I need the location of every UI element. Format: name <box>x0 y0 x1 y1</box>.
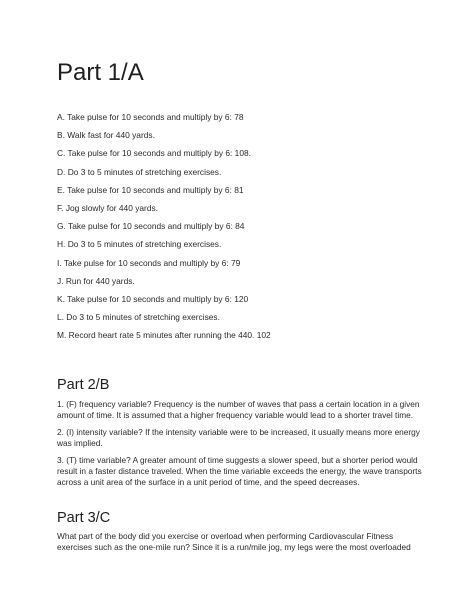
step-a: A. Take pulse for 10 seconds and multiply by 6: 78 <box>57 112 244 122</box>
part-2-heading: Part 2/B <box>57 377 110 393</box>
step-f: F. Jog slowly for 440 yards. <box>57 203 159 214</box>
part-1-step-list <box>57 108 457 345</box>
part-2-intensity-paragraph: 2. (I) intensity variable? If the intensity variable were to be increased, it usually means more energy was implied. <box>57 427 420 448</box>
step-m: M. Record heart rate 5 minutes after running the 440. 102 <box>57 330 271 341</box>
step-g: G. Take pulse for 10 seconds and multiply by 6: 84 <box>57 221 245 232</box>
part-2-frequency-paragraph: 1. (F) frequency variable? Frequency is the number of waves that pass a certain location in a given amount of time. It is assumed that a higher frequency variable would lead to a shorter travel time. <box>57 399 420 420</box>
step-d: D. Do 3 to 5 minutes of stretching exercises. <box>57 166 222 177</box>
part-2-time-paragraph: 3. (T) time variable? A greater amount of time suggests a slower speed, but a shorter period would result in a faster distance traveled. When the time variable exceeds the energy, the wave transports across a unit area of the surface in a unit period of time, and the speed decreases. <box>57 455 422 487</box>
step-h: H. Do 3 to 5 minutes of stretching exercises. <box>57 239 222 250</box>
part-3-heading: Part 3/C <box>57 510 111 526</box>
step-b: B. Walk fast for 440 yards. <box>57 130 155 141</box>
step-j: J. Run for 440 yards. <box>57 275 135 286</box>
step-k: K. Take pulse for 10 seconds and multiply by 6: 120 <box>57 294 249 305</box>
part-3-paragraph: What part of the body did you exercise or overload when performing Cardiovascular Fitness exercises such as the one-mile run? Since it is a run/mile jog, my legs were the most overloaded <box>57 531 411 552</box>
step-c: C. Take pulse for 10 seconds and multiply by 6: 108. <box>57 148 251 159</box>
step-e: E. Take pulse for 10 seconds and multiply by 6: 81 <box>57 184 244 195</box>
step-i: I. Take pulse for 10 seconds and multiply by 6: 79 <box>57 257 241 268</box>
part-1-heading: Part 1/A <box>57 59 144 86</box>
step-l: L. Do 3 to 5 minutes of stretching exercises. <box>57 312 220 323</box>
